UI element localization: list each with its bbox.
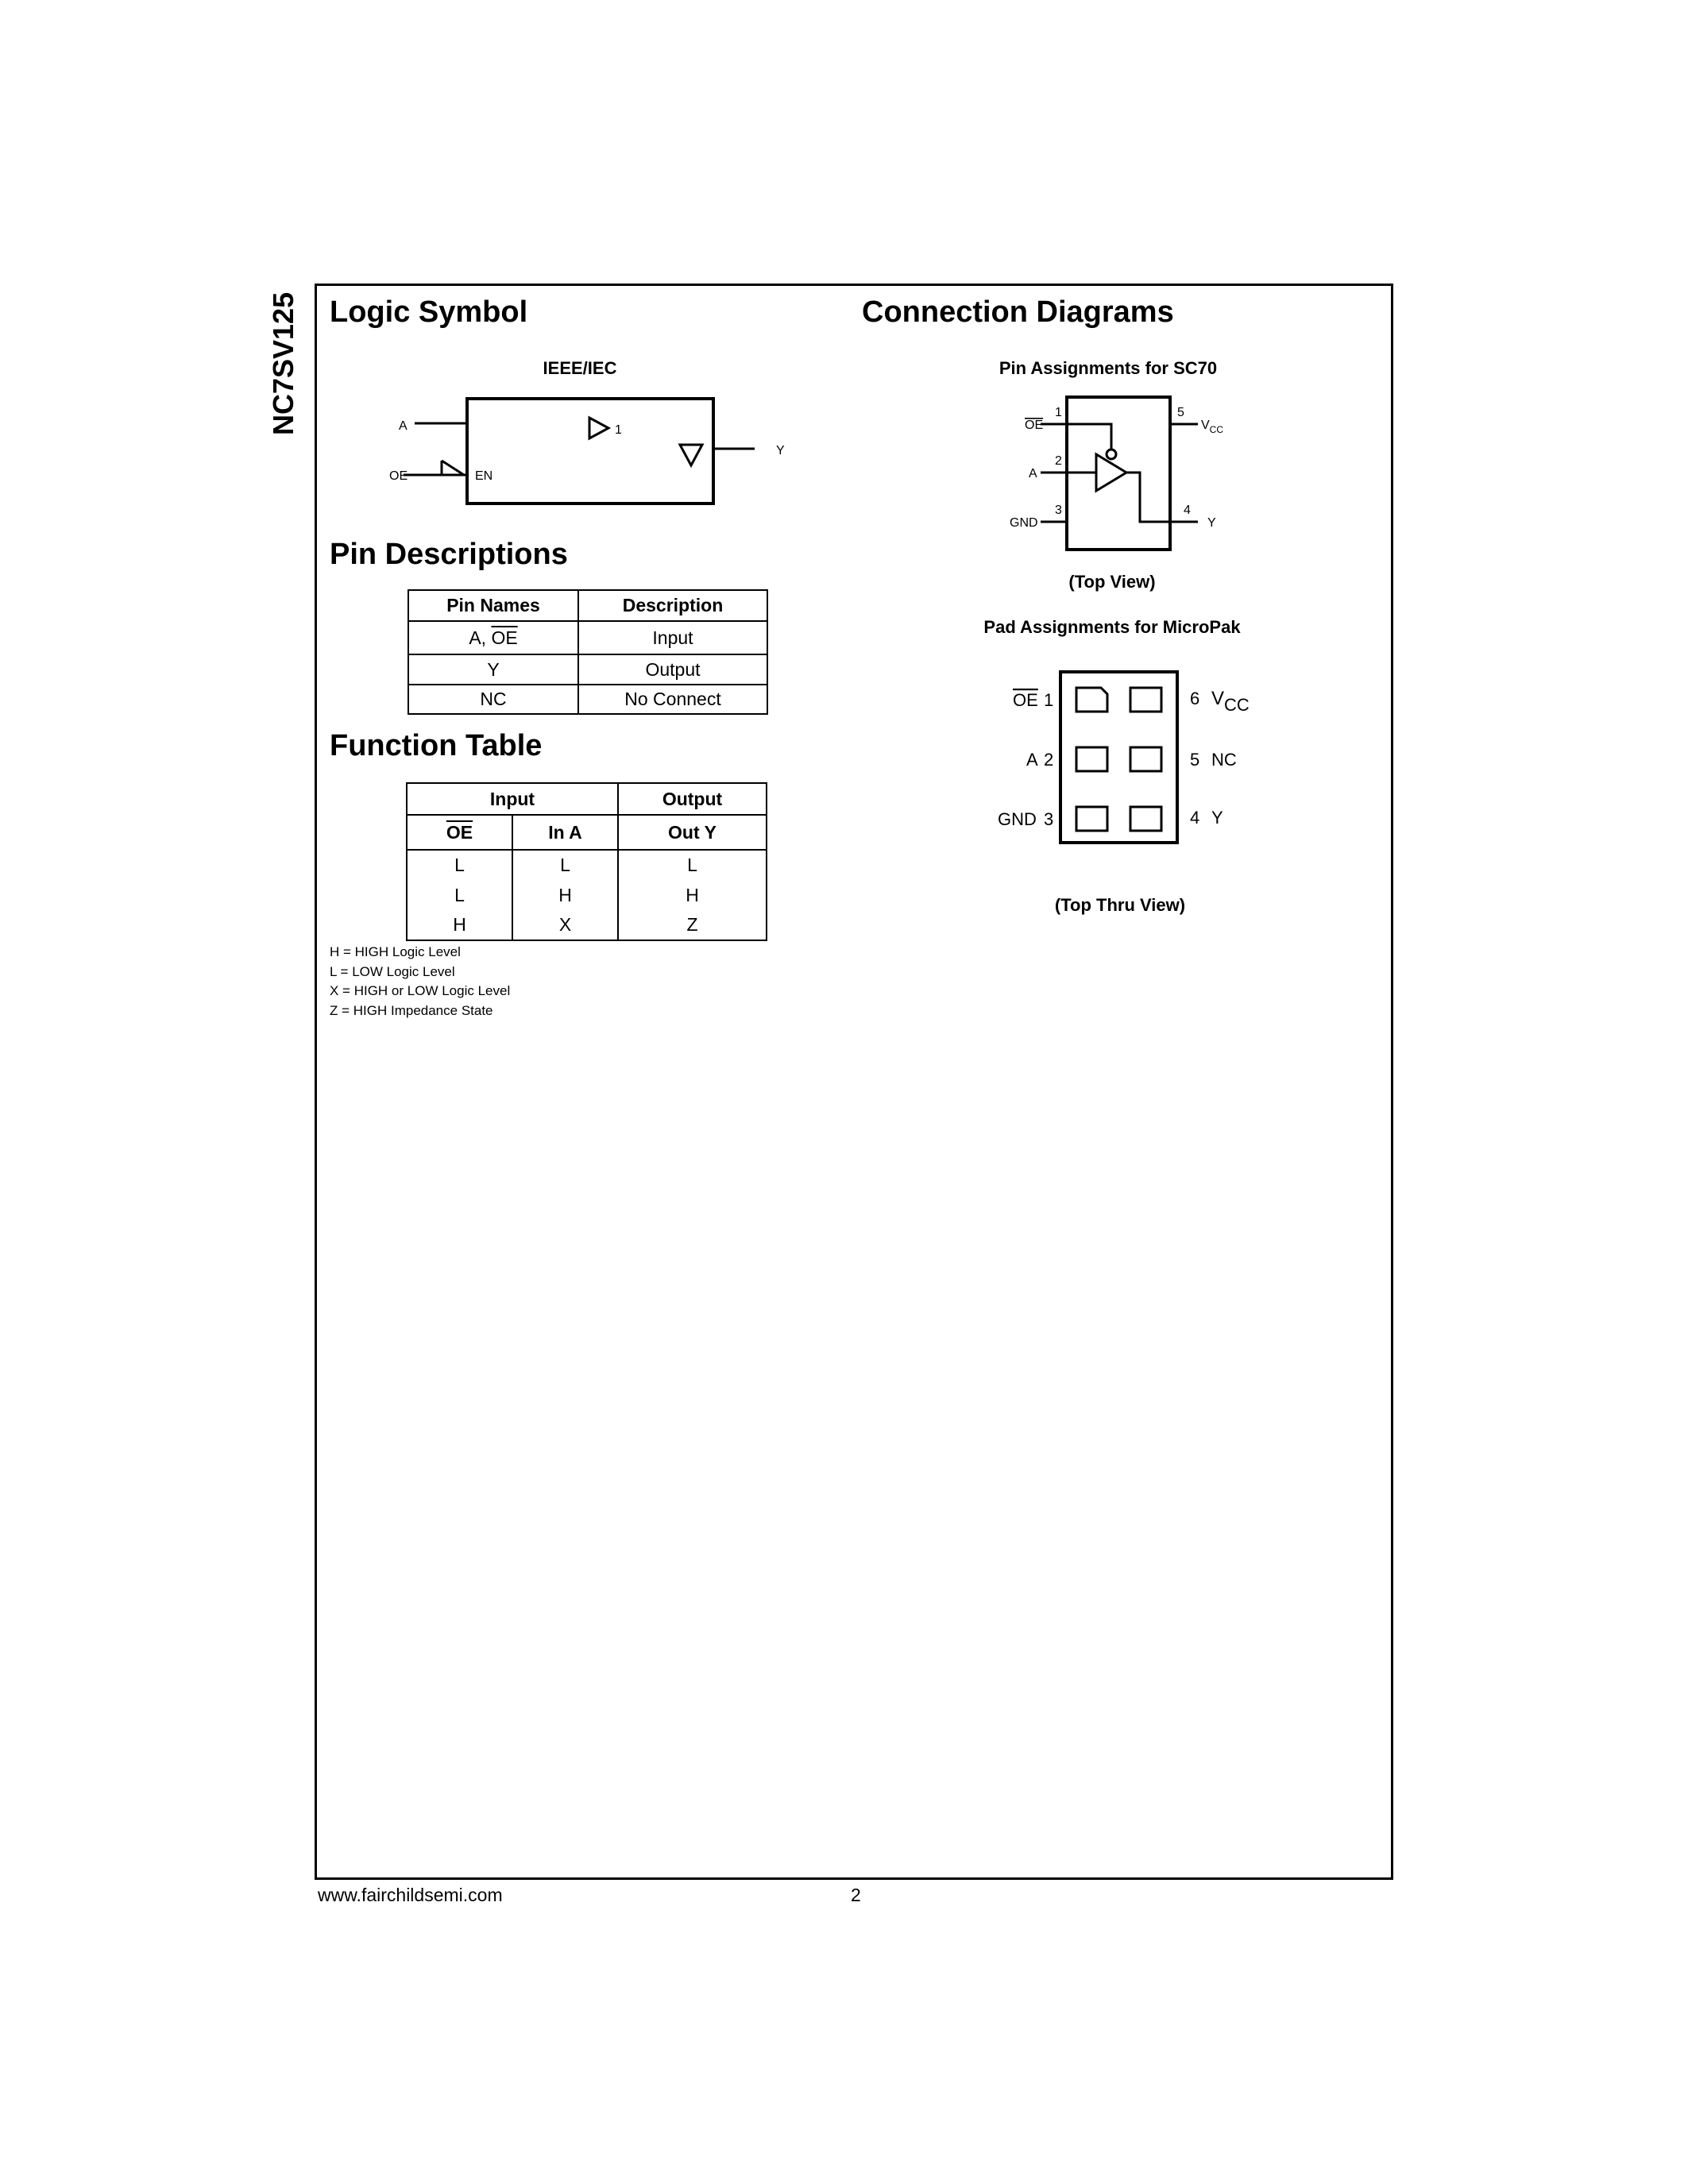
connection-diagrams-heading: Connection Diagrams (862, 295, 1174, 329)
micropak-pad-number: 4 (1190, 808, 1200, 828)
table-cell: L (407, 880, 512, 910)
footer-url[interactable]: www.fairchildsemi.com (318, 1885, 503, 1905)
pad-2 (1076, 747, 1107, 771)
micropak-view-label: (Top Thru View) (1054, 895, 1186, 915)
micropak-pad-name: Y (1211, 808, 1223, 828)
note-line: H = HIGH Logic Level (330, 944, 461, 959)
group-header: Input (407, 783, 618, 815)
pad-3 (1076, 807, 1107, 831)
function-table (406, 782, 767, 941)
column-header: In A (512, 815, 618, 850)
table-row (407, 910, 767, 940)
table-cell: H (618, 880, 767, 910)
micropak-pad-name: GND (998, 809, 1037, 829)
input-oe-label: OE (389, 469, 408, 483)
micropak-pad-number: 3 (1044, 809, 1054, 829)
micropak-package-outline (1060, 672, 1177, 843)
table-cell: H (407, 910, 512, 940)
micropak-caption: Pad Assignments for MicroPak (983, 617, 1241, 637)
ieee-iec-label: IEEE/IEC (543, 358, 617, 378)
inversion-bubble-icon (1107, 450, 1116, 459)
pad-5 (1130, 747, 1161, 771)
description-cell: No Connect (578, 685, 767, 714)
micropak-pad-name: VCC (1211, 688, 1250, 715)
function-table-heading: Function Table (330, 729, 543, 762)
sc70-pin-name: OE (1025, 419, 1044, 432)
note-line: L = LOW Logic Level (330, 963, 455, 979)
sc70-pin-name: A (1029, 467, 1037, 480)
micropak-pad-name: A (1026, 750, 1038, 770)
table-cell: L (618, 850, 767, 880)
description-cell: Input (578, 621, 767, 654)
three-state-output-icon (680, 445, 702, 465)
logic-symbol-diagram (381, 389, 810, 524)
table-cell: L (407, 850, 512, 880)
sc70-pin-number: 2 (1055, 454, 1062, 468)
pad-4 (1130, 807, 1161, 831)
pad-6 (1130, 688, 1161, 712)
logic-symbol-box (467, 399, 713, 504)
table-cell: H (512, 880, 618, 910)
sc70-pin-number: 1 (1055, 406, 1062, 419)
column-header: Description (578, 590, 767, 621)
micropak-pad-number: 2 (1044, 750, 1054, 770)
column-header: Pin Names (408, 590, 578, 621)
micropak-pad-number: 1 (1044, 690, 1054, 710)
table-header-row (407, 815, 767, 850)
sc70-pin-name: Y (1207, 516, 1216, 530)
sc70-pin-name: GND (1010, 516, 1038, 530)
sc70-pin-number: 3 (1055, 504, 1062, 517)
note-line: Z = HIGH Impedance State (330, 1002, 493, 1018)
table-row (408, 685, 767, 714)
logic-symbol-heading: Logic Symbol (330, 295, 528, 329)
buffer-qualifier-icon (589, 418, 608, 438)
note-line: X = HIGH or LOW Logic Level (330, 983, 511, 998)
side-title: NC7SV125 (267, 291, 299, 435)
table-header-row (408, 590, 767, 621)
sc70-caption: Pin Assignments for SC70 (999, 358, 1218, 378)
pin-descriptions-heading: Pin Descriptions (330, 538, 568, 571)
micropak-pad-number: 6 (1190, 689, 1200, 708)
table-row (407, 850, 767, 880)
sc70-diagram (993, 389, 1247, 560)
buffer-label: 1 (615, 423, 622, 437)
table-cell: Z (618, 910, 767, 940)
pin-name-cell: NC (408, 685, 578, 714)
input-a-label: A (399, 419, 408, 433)
table-row (408, 654, 767, 685)
function-table-notes (330, 943, 510, 1021)
enable-label: EN (475, 469, 493, 483)
table-row (408, 621, 767, 654)
pin-descriptions-table (408, 589, 768, 715)
table-cell: X (512, 910, 618, 940)
column-header: $\overline{OE}$ (407, 815, 512, 850)
sc70-pin-number: 4 (1184, 504, 1191, 517)
column-header: Out Y (618, 815, 767, 850)
pin-name-cell: Y (408, 654, 578, 685)
sc70-pin-number: 5 (1177, 406, 1184, 419)
micropak-pad-name: NC (1211, 750, 1237, 770)
description-cell: Output (578, 654, 767, 685)
sc70-pin-name: $V_{CC}$ (1201, 419, 1224, 435)
output-y-label: Y (776, 444, 785, 457)
page-number: 2 (851, 1885, 861, 1905)
group-header: Output (618, 783, 767, 815)
table-cell: L (512, 850, 618, 880)
pad-1 (1076, 688, 1107, 712)
micropak-pad-name: OE (1013, 690, 1038, 710)
pin-name-cell: A, $\overline{OE}$ (408, 621, 578, 654)
table-row (407, 880, 767, 910)
table-group-header-row (407, 783, 767, 815)
micropak-pad-number: 5 (1190, 750, 1200, 770)
micropak-diagram (985, 666, 1279, 852)
sc70-view-label: (Top View) (1068, 572, 1156, 592)
